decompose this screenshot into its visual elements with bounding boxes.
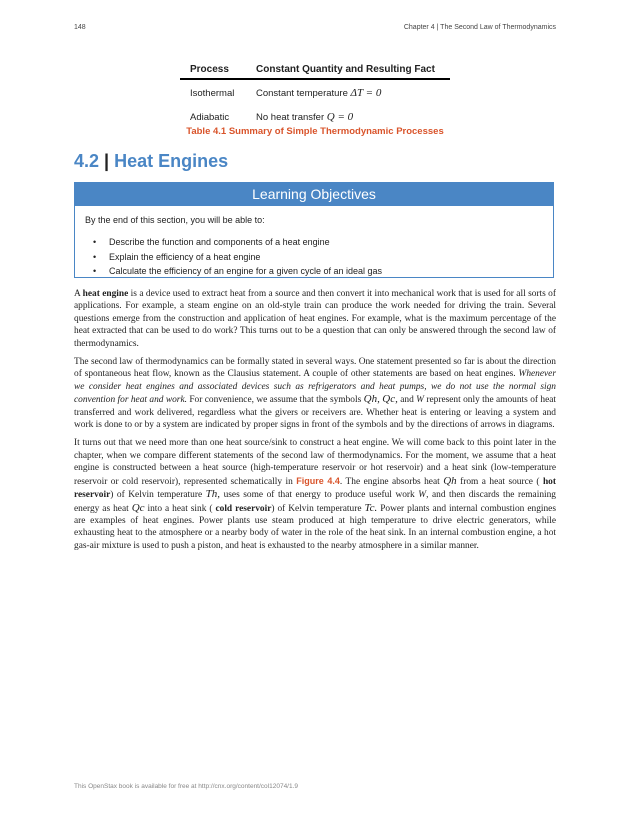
text-run: represent only the amounts of heat transferred and work delivered, regardless what the givers or receivers are. Whether heat is entering or leaving a system and work is done to or by a system are indicated by proper signs in front of the symbols and by the directions of arrows in diagrams. — [74, 395, 557, 431]
symbol-qh: Qh, — [363, 393, 380, 406]
process-table — [180, 62, 450, 128]
text-run: The second law of thermodynamics can be formally stated in several ways. One statement presented so far is about the direction of spontaneous heat flow, known as the Clausius statement. A couple of other statements are based on heat engines. — [74, 357, 556, 380]
text-run: ) of Kelvin temperature — [110, 490, 206, 501]
learning-objectives-box — [74, 182, 554, 278]
learning-objectives-list — [93, 235, 382, 279]
fact-text: No heat transfer — [256, 112, 325, 123]
text-run: ) of Kelvin temperature — [271, 503, 365, 514]
symbol-w: W — [416, 395, 424, 406]
text-run: into a heat sink ( — [144, 503, 216, 514]
list-item: • Describe the function and components of a heat engine — [93, 235, 382, 250]
text-run: Power plants and internal combustion engines are examples of heat engines. Power plants use steam produced at high temperature to drive electric generators, while exhausting heat to the atmosphere or a nearby body of water in the role of the heat sink. In an internal combustion engine, a hot gas-air mixture is used to push a piston, and heat is exhausted to the nearby atmosphere in a similar manner. — [74, 503, 556, 551]
table-row — [180, 79, 450, 104]
table-caption: Table 4.1 Summary of Simple Thermodynamic Processes — [186, 126, 444, 137]
term-hot-reservoir: hot reservoir — [74, 476, 556, 501]
paragraph-second-law — [74, 356, 556, 431]
symbol-qh: Qh — [443, 474, 457, 487]
text-run: For convenience, we assume that the symbols — [186, 395, 364, 406]
sign-convention-note: Whenever we consider heat engines and associated devices such as refrigerators and heat pumps, we do not use the normal sign convention for heat and work. — [74, 369, 556, 406]
learning-objectives-intro: By the end of this section, you will be able to: — [85, 215, 265, 225]
process-table-container — [180, 62, 450, 128]
list-item: • Explain the efficiency of a heat engine — [93, 250, 382, 265]
text-run: from a heat source ( — [456, 476, 543, 487]
figure-link[interactable]: Figure 4.4 — [296, 475, 340, 486]
fact-equation: Q = 0 — [326, 111, 354, 123]
section-title-text: Heat Engines — [114, 151, 229, 171]
learning-objectives-heading: Learning Objectives — [75, 183, 553, 206]
process-fact — [246, 104, 450, 128]
symbol-qc: Qc, — [382, 393, 398, 406]
column-header-fact: Constant Quantity and Resulting Fact — [246, 62, 450, 79]
fact-text: Constant temperature — [256, 88, 348, 99]
page-number: 148 — [74, 24, 86, 31]
term-cold-reservoir: cold reservoir — [215, 503, 272, 514]
term-heat-engine: heat engine — [82, 289, 129, 299]
text-run: . The engine absorbs heat — [339, 476, 444, 487]
process-name: Isothermal — [190, 87, 235, 99]
paragraph-reservoirs — [74, 437, 556, 552]
table-row — [180, 104, 450, 128]
text-run: is a device used to extract heat from a source and then convert it into mechanical work that is used for all sorts of applications. For example, a steam engine on an old-style train can produce the work needed for driving the train. Several questions emerge from the construction and application of heat engines. For example, what is the maximum percentage of the heat extracted that can be used to do work? This turns out to be a question that can only be answered through the second law of thermodynamics. — [74, 289, 556, 349]
symbol-qc: Qc — [131, 501, 145, 514]
chapter-title: Chapter 4 | The Second Law of Thermodynamics — [403, 24, 556, 31]
symbol-th: Th, — [205, 488, 221, 501]
section-number: 4.2 — [74, 151, 100, 171]
process-name: Adiabatic — [190, 111, 230, 123]
symbol-w: W — [418, 490, 427, 501]
text-run: uses some of that energy to produce useful work — [220, 490, 419, 501]
symbol-tc: Tc. — [364, 501, 378, 514]
body-text — [74, 288, 556, 558]
paragraph-heat-engine-definition — [74, 288, 556, 350]
page-footer: This OpenStax book is available for free at http://cnx.org/content/col12074/1.9 — [74, 783, 299, 790]
text-run: and — [397, 395, 417, 406]
text-run: It turns out that we need more than one heat source/sink to construct a heat engine. We will come back to this point later in the chapter, when we compare different statements of the second law of thermodynamics. For the moment, we assume that a heat engine is constructed between a heat source (high-temperature reservoir or hot reservoir) and a heat sink (low-temperature reservoir or cold reservoir), represented schematically in — [74, 438, 556, 487]
process-fact — [246, 79, 450, 104]
fact-equation: ΔT = 0 — [350, 87, 382, 99]
table-header-row — [180, 62, 450, 79]
column-header-process: Process — [180, 62, 246, 79]
text-run: A — [74, 289, 83, 299]
text-run: , and then discards the remaining energy as heat — [74, 490, 556, 514]
list-item: • Calculate the efficiency of an engine for a given cycle of an ideal gas — [93, 264, 382, 279]
section-heading — [74, 151, 228, 172]
section-separator: | — [104, 151, 110, 171]
